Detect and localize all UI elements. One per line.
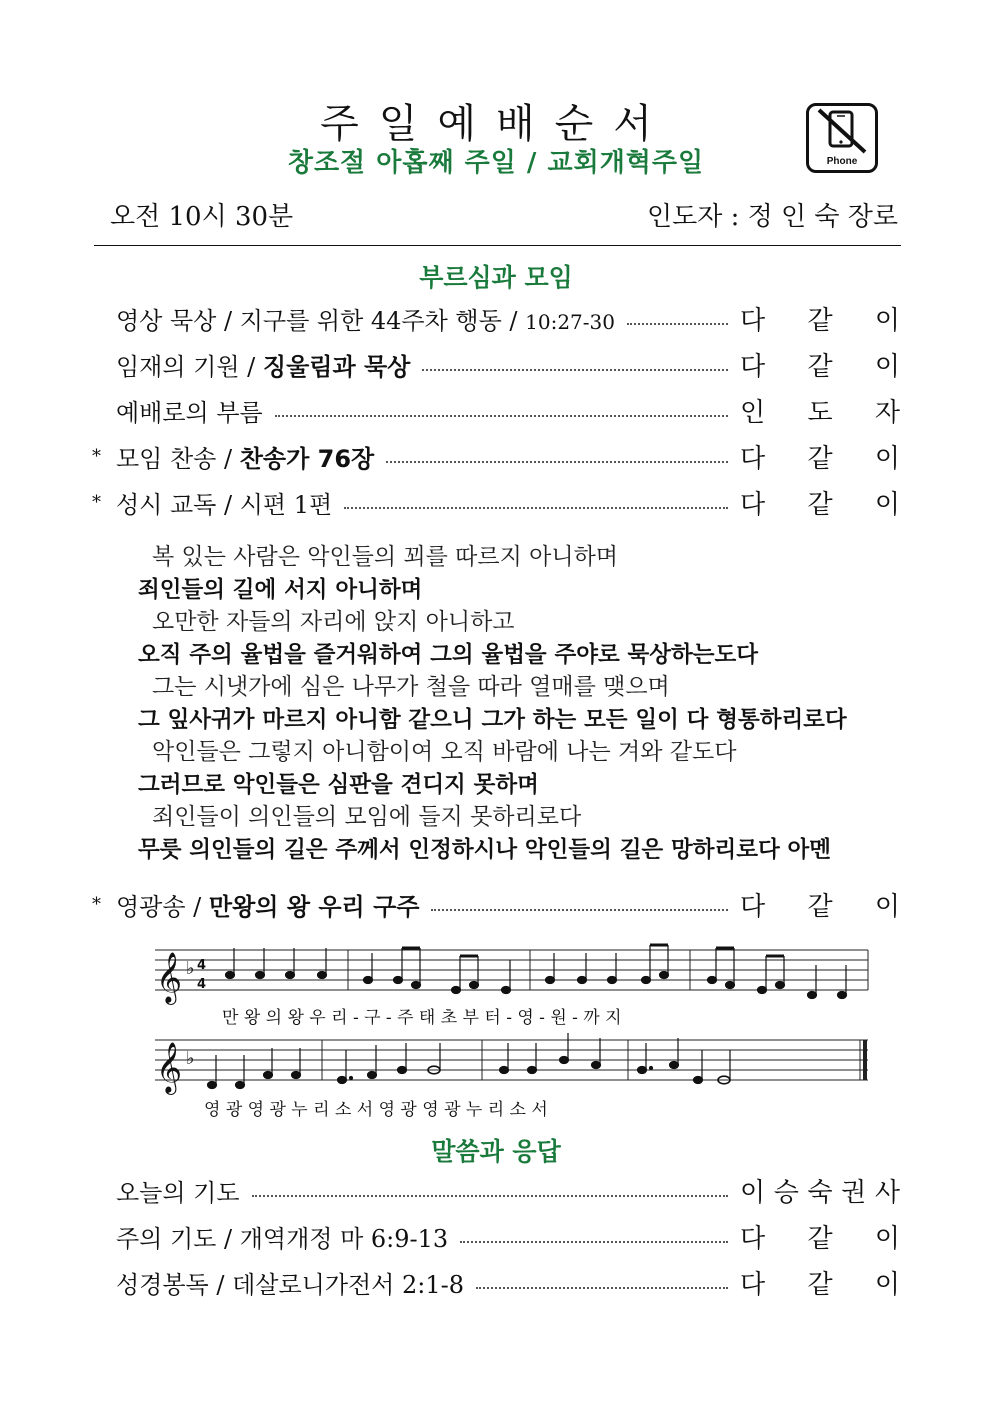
order-item [92, 1218, 900, 1254]
reading-line-leader: 죄인들이 의인들의 모임에 들지 못하리로다 [152, 804, 582, 830]
stand-marker: * [92, 491, 101, 513]
reading-line-leader: 오만한 자들의 자리에 앉지 아니하고 [152, 609, 515, 635]
order-item-participant: 다 같 이 [740, 891, 900, 922]
order-item-participant: 다 같 이 [740, 1223, 900, 1254]
order-item-participant: 다 같 이 [740, 1269, 900, 1300]
leader-dots [275, 415, 728, 417]
lyrics-line-1: 만 왕 의 왕 우 리 - 구 - 주 태 초 부 터 - 영 - 원 - 까 지 [222, 1008, 622, 1028]
treble-clef-icon: 𝄞 [156, 952, 183, 1003]
order-item [92, 300, 900, 336]
reading-line-leader: 악인들은 그렇지 아니함이여 오직 바람에 나는 겨와 같도다 [152, 739, 737, 765]
leader-dots [252, 1195, 728, 1197]
section-title-gathering: 부르심과 모임 [419, 263, 573, 292]
order-item-participant: 인 도 자 [740, 397, 900, 428]
flat-sign-icon: ♭ [186, 1048, 195, 1069]
order-item-label: 영상 묵상 / 지구를 위한 44주차 행동 / 10:27-30 [116, 306, 615, 335]
no-phone-icon [806, 103, 878, 173]
order-item-participant: 다 같 이 [740, 305, 900, 336]
order-item [92, 1172, 900, 1208]
order-item [92, 438, 900, 474]
reading-line-congregation: 오직 주의 율법을 즐거워하여 그의 율법을 주야로 묵상하는도다 [138, 641, 758, 668]
treble-clef-icon: 𝄞 [156, 1042, 183, 1093]
reading-line-leader: 그는 시냇가에 심은 나무가 철을 따라 열매를 맺으며 [152, 674, 670, 700]
reading-line-congregation: 죄인들의 길에 서지 아니하며 [138, 576, 423, 603]
stand-marker: * [92, 445, 101, 467]
phone-label: Phone [826, 156, 858, 167]
flat-sign-icon: ♭ [186, 958, 195, 979]
leader-dots [460, 1241, 728, 1243]
service-leader: 인도자 : 정 인 숙 장로 [646, 202, 898, 232]
leader-dots [422, 369, 728, 371]
header-divider [94, 245, 901, 246]
page-subtitle: 창조절 아홉째 주일 / 교회개혁주일 [287, 148, 705, 178]
order-item-participant: 다 같 이 [740, 489, 900, 520]
reading-line-congregation: 무릇 의인들의 길은 주께서 인정하시나 악인들의 길은 망하리로다 아멘 [138, 836, 831, 863]
reading-line-congregation: 그러므로 악인들은 심판을 견디지 못하며 [138, 771, 539, 798]
leader-dots [476, 1287, 728, 1289]
order-item-participant: 다 같 이 [740, 351, 900, 382]
time-signature-bottom: 4 [197, 977, 207, 992]
lyrics-line-2: 영 광 영 광 누 리 소 서 영 광 영 광 누 리 소 서 [204, 1100, 548, 1120]
time-signature-top: 4 [197, 958, 207, 973]
order-item [92, 484, 900, 520]
page-title: 주일예배순서 [320, 101, 672, 147]
order-item-label: 오늘의 기도 [116, 1178, 240, 1207]
leader-dots [344, 507, 728, 509]
reading-line-congregation: 그 잎사귀가 마르지 아니함 같으니 그가 하는 모든 일이 다 형통하리로다 [138, 706, 847, 733]
leader-dots [431, 909, 728, 911]
service-time: 오전 10시 30분 [110, 202, 294, 232]
reading-line-leader: 복 있는 사람은 악인들의 꾀를 따르지 아니하며 [152, 544, 619, 570]
order-item-label: 영광송 / 만왕의 왕 우리 구주 [116, 892, 420, 921]
order-item-participant: 다 같 이 [740, 443, 900, 474]
order-item-label: 성시 교독 / 시편 1편 [116, 490, 333, 519]
order-item [92, 392, 900, 428]
order-item-participant: 이 승 숙 권 사 [740, 1177, 900, 1208]
stand-marker: * [92, 893, 101, 915]
order-item-label: 모임 찬송 / 찬송가 76장 [116, 444, 375, 473]
leader-dots [386, 461, 728, 463]
order-item-label: 임재의 기원 / 징울림과 묵상 [116, 352, 411, 381]
responsive-reading [138, 541, 898, 866]
order-item [92, 346, 900, 382]
order-item-label: 성경봉독 / 데살로니가전서 2:1-8 [116, 1270, 464, 1299]
leader-dots [627, 323, 728, 325]
order-item [92, 886, 900, 922]
no-phone-graphic [809, 106, 875, 170]
section-title-word: 말씀과 응답 [431, 1137, 561, 1166]
order-item [92, 1264, 900, 1300]
order-item-label: 예배로의 부름 [116, 398, 263, 427]
order-item-label: 주의 기도 / 개역개정 마 6:9-13 [116, 1224, 449, 1253]
